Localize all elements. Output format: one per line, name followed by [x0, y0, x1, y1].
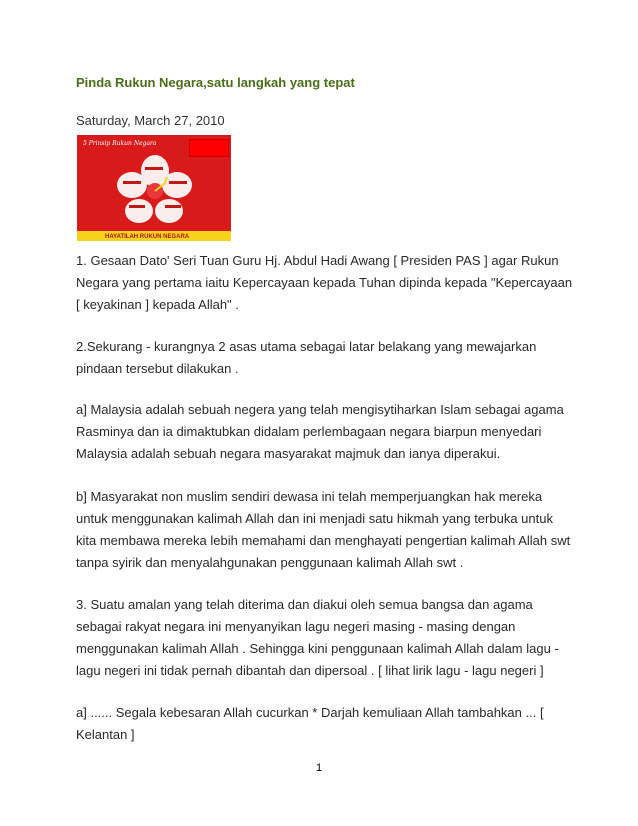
paragraph-5: 3. Suatu amalan yang telah diterima dan diakui oleh semua bangsa dan agama sebagai rakyat negara ini menyanyikan lagu negeri masing - masing dengan menggunakan kalimah Allah . Sehingga kini penggunaan kalimah Allah dalam lagu - lagu negeri ini tidak pernah dibantah dan dipersoal . [ lihat lirik lagu - lagu negeri ] [76, 597, 559, 678]
paragraph-4: b] Masyarakat non muslim sendiri dewasa ini telah memperjuangkan hak mereka untuk menggunakan kalimah Allah dan ini menjadi satu hikmah yang terbuka untuk kita membawa mereka lebih memahami dan menghayati pengertian kalimah Allah swt tanpa syirik dan menyalahgunakan penggunaan kalimah Allah swt . [76, 489, 571, 570]
banner-script-text: 5 Prinsip Rukun Negara [83, 140, 157, 147]
banner-bottom-text: HAYATILAH RUKUN NEGARA [105, 234, 190, 240]
paragraph-6: a] ...... Segala kebesaran Allah cucurkan * Darjah kemuliaan Allah tambahkan ... [ Kelantan ] [76, 705, 544, 742]
paragraph-1: 1. Gesaan Dato' Seri Tuan Guru Hj. Abdul Hadi Awang [ Presiden PAS ] agar Rukun Negara yang pertama iaitu Kepercayaan kepada Tuhan dipinda kepada "Kepercayaan [ keyakinan ] kepada Allah" . [76, 253, 573, 312]
paragraph-3: a] Malaysia adalah sebuah negera yang telah mengisytiharkan Islam sebagai agama Rasminya dan ia dimaktubkan didalam perlembagaan negara biarpun menyedari Malaysia adalah sebuah negara masyarakat majmuk dan ianya diperakui. [76, 402, 564, 461]
page-number: 1 [315, 762, 323, 774]
hibiscus-flower-icon [115, 153, 195, 225]
paragraph-2: 2.Sekurang - kurangnya 2 asas utama sebagai latar belakang yang mewajarkan pindaan tersebut dilakukan . [76, 339, 537, 376]
banner-red-box [189, 139, 229, 157]
post-date: Saturday, March 27, 2010 [76, 113, 225, 128]
rukun-negara-banner-image [77, 135, 231, 241]
post-title[interactable]: Pinda Rukun Negara,satu langkah yang tepat [76, 75, 355, 90]
